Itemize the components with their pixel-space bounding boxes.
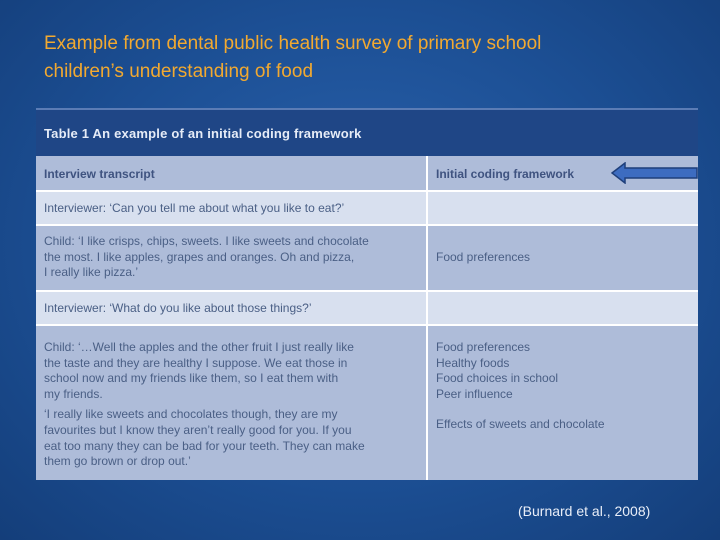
table-row (36, 326, 698, 480)
table-row (36, 226, 698, 290)
transcript-cell (36, 292, 428, 324)
table-header-row (36, 156, 698, 190)
code-label: Effects of sweets and chocolate (436, 417, 605, 432)
table-row (36, 292, 698, 324)
transcript-cell (36, 192, 428, 224)
code-cell (428, 326, 698, 480)
slide-title-line-2: children’s understanding of food (44, 61, 314, 82)
slide-title (44, 30, 684, 86)
transcript-line: the taste and they are healthy I suppose. We eat those in (44, 355, 348, 370)
transcript-line: my friends. (44, 386, 103, 401)
transcript-line: school now and my friends like them, so I eat them with (44, 371, 339, 386)
transcript-line: I really like pizza.’ (44, 265, 139, 280)
table-caption: Table 1 An example of an initial coding framework (44, 126, 362, 141)
slide-title-line-1: Example from dental public health survey of primary school (44, 33, 542, 54)
table-row (36, 192, 698, 224)
citation: (Burnard et al., 2008) (518, 503, 651, 519)
table-caption-bar (36, 108, 698, 156)
code-label: Healthy foods (436, 355, 510, 370)
transcript-line: Interviewer: ‘What do you like about those things?’ (44, 301, 312, 315)
code-label: Peer influence (436, 386, 513, 401)
transcript-line: favourites but I know they aren’t really good for you. If you (44, 422, 352, 437)
transcript-line: eat too many they can be bad for your teeth. They can make (44, 438, 365, 453)
code-label: Food preferences (436, 250, 531, 264)
transcript-cell (36, 226, 428, 290)
transcript-cell (36, 326, 428, 480)
transcript-line: ‘I really like sweets and chocolates though, they are my (44, 407, 338, 422)
transcript-line: Child: ‘…Well the apples and the other fruit I just really like (44, 340, 354, 354)
header-interview-transcript: Interview transcript (36, 156, 428, 190)
transcript-line: Interviewer: ‘Can you tell me about what you like to eat?’ (44, 201, 345, 215)
code-label: Food choices in school (436, 371, 559, 386)
code-cell (428, 192, 698, 224)
coding-framework-table (36, 108, 698, 480)
code-label: Food preferences (436, 340, 531, 354)
header-initial-coding-framework: Initial coding framework (436, 167, 575, 181)
transcript-line: Child: ‘I like crisps, chips, sweets. I like sweets and chocolate (44, 234, 369, 248)
left-arrow-icon (611, 162, 701, 184)
code-cell (428, 226, 698, 290)
transcript-line: them go brown or drop out.’ (44, 454, 191, 469)
transcript-line: the most. I like apples, grapes and oranges. Oh and pizza, (44, 249, 355, 264)
code-cell (428, 292, 698, 324)
